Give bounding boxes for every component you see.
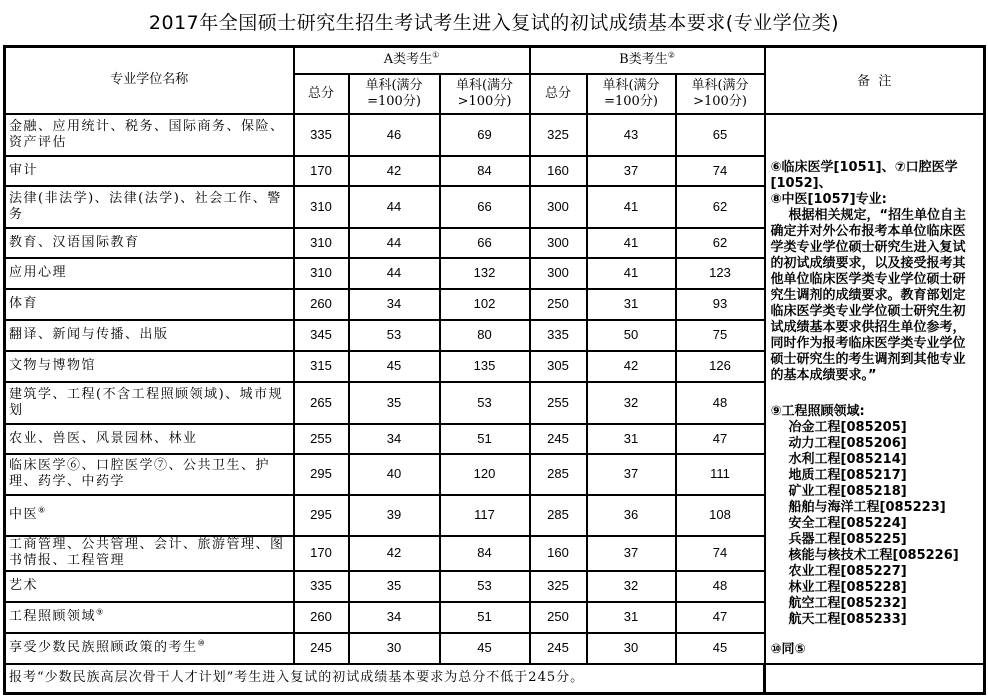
b-total: 285: [530, 495, 587, 536]
b-single-100: 36: [587, 495, 676, 536]
a-total: 260: [294, 289, 349, 320]
a-single-100: 46: [349, 114, 440, 156]
major-name: 应用心理: [5, 258, 294, 289]
b-single-100: 30: [587, 633, 676, 664]
b-total: 160: [530, 156, 587, 186]
page-title: 2017年全国硕士研究生招生考试考生进入复试的初试成绩基本要求(专业学位类): [148, 12, 840, 34]
b-total: 305: [530, 351, 587, 382]
b-single-100: 31: [587, 289, 676, 320]
a-single-100: 53: [349, 320, 440, 351]
b-single-gt100: 74: [676, 156, 765, 186]
header-group-a: A类考生①: [294, 47, 530, 74]
b-single-gt100: 62: [676, 228, 765, 258]
a-single-gt100: 120: [440, 454, 530, 495]
a-single-100: 34: [349, 289, 440, 320]
b-single-100: 43: [587, 114, 676, 156]
a-total: 315: [294, 351, 349, 382]
b-total: 245: [530, 424, 587, 454]
a-single-100: 39: [349, 495, 440, 536]
b-total: 300: [530, 258, 587, 289]
a-total: 335: [294, 114, 349, 156]
major-name: 法律(非法学)、法律(法学)、社会工作、警务: [5, 186, 294, 228]
major-name: 艺术: [5, 571, 294, 602]
a-single-100: 42: [349, 156, 440, 186]
major-name: 体育: [5, 289, 294, 320]
header-a-single-gt100: 单科(满分 >100分): [440, 74, 530, 114]
b-single-100: 41: [587, 228, 676, 258]
b-single-100: 32: [587, 382, 676, 424]
b-single-100: 37: [587, 156, 676, 186]
a-total: 170: [294, 156, 349, 186]
header-b-single-100: 单科(满分 =100分): [587, 74, 676, 114]
a-single-100: 44: [349, 186, 440, 228]
b-total: 300: [530, 228, 587, 258]
b-single-100: 37: [587, 536, 676, 571]
b-single-gt100: 48: [676, 382, 765, 424]
major-name: 文物与博物馆: [5, 351, 294, 382]
b-single-100: 37: [587, 454, 676, 495]
b-single-gt100: 47: [676, 602, 765, 633]
a-single-100: 34: [349, 602, 440, 633]
b-single-100: 50: [587, 320, 676, 351]
b-single-gt100: 126: [676, 351, 765, 382]
header-b-total: 总分: [530, 74, 587, 114]
b-single-100: 32: [587, 571, 676, 602]
major-name: 审计: [5, 156, 294, 186]
b-total: 245: [530, 633, 587, 664]
b-single-100: 31: [587, 424, 676, 454]
footer-notes-empty: [765, 664, 985, 694]
a-total: 310: [294, 258, 349, 289]
a-single-gt100: 45: [440, 633, 530, 664]
b-single-gt100: 65: [676, 114, 765, 156]
footer-note: 报考“少数民族高层次骨干人才计划”考生进入复试的初试成绩基本要求为总分不低于245分。: [5, 664, 765, 694]
b-total: 250: [530, 602, 587, 633]
a-single-gt100: 84: [440, 536, 530, 571]
a-single-gt100: 117: [440, 495, 530, 536]
a-single-gt100: 69: [440, 114, 530, 156]
score-table: [3, 45, 986, 695]
b-total: 325: [530, 114, 587, 156]
a-single-100: 34: [349, 424, 440, 454]
a-total: 255: [294, 424, 349, 454]
a-single-100: 44: [349, 258, 440, 289]
major-name: 金融、应用统计、税务、国际商务、保险、资产评估: [5, 114, 294, 156]
a-single-gt100: 84: [440, 156, 530, 186]
a-single-gt100: 135: [440, 351, 530, 382]
a-single-gt100: 53: [440, 382, 530, 424]
a-single-gt100: 66: [440, 228, 530, 258]
a-total: 295: [294, 454, 349, 495]
b-total: 300: [530, 186, 587, 228]
major-name: 建筑学、工程(不含工程照顾领域)、城市规划: [5, 382, 294, 424]
a-total: 170: [294, 536, 349, 571]
footer-row: [5, 664, 985, 694]
major-name: 享受少数民族照顾政策的考生⑩: [5, 633, 294, 664]
major-name: 工商管理、公共管理、会计、旅游管理、图书情报、工程管理: [5, 536, 294, 571]
b-single-gt100: 62: [676, 186, 765, 228]
b-single-100: 41: [587, 186, 676, 228]
b-single-gt100: 47: [676, 424, 765, 454]
header-group-b: B类考生②: [530, 47, 765, 74]
a-single-100: 35: [349, 382, 440, 424]
b-single-gt100: 111: [676, 454, 765, 495]
a-single-gt100: 132: [440, 258, 530, 289]
b-total: 160: [530, 536, 587, 571]
a-total: 345: [294, 320, 349, 351]
b-total: 335: [530, 320, 587, 351]
a-single-100: 35: [349, 571, 440, 602]
a-total: 245: [294, 633, 349, 664]
a-single-gt100: 102: [440, 289, 530, 320]
a-single-gt100: 51: [440, 602, 530, 633]
a-single-gt100: 51: [440, 424, 530, 454]
note-medical: ⑥临床医学[1051]、⑦口腔医学[1052]、 ⑧中医[1057]专业: 根据相关规定，“招生单位自主确定并对外公布报考本单位临床医学类专业学位硕士研究生进入复试的初试成绩要求，以及接受报考其他单位临床医学类专业学位硕士研究生调剂的成绩要求。教育部划定临床医学类专业学位硕士研究生初试成绩基本要求供招生单位参考，同时作为报考临床医学类专业学位硕士研究生的考生调剂到其他专业的基本成绩要求。”: [770, 159, 967, 383]
header-a-total: 总分: [294, 74, 349, 114]
major-name: 翻译、新闻与传播、出版: [5, 320, 294, 351]
header-b-single-gt100: 单科(满分 >100分): [676, 74, 765, 114]
header-a-single-100: 单科(满分 =100分): [349, 74, 440, 114]
table-row: [5, 114, 985, 156]
b-single-100: 42: [587, 351, 676, 382]
b-single-100: 31: [587, 602, 676, 633]
header-major-name: 专业学位名称: [5, 47, 294, 114]
b-single-gt100: 123: [676, 258, 765, 289]
b-single-gt100: 48: [676, 571, 765, 602]
major-name: 中医⑧: [5, 495, 294, 536]
a-total: 295: [294, 495, 349, 536]
b-total: 325: [530, 571, 587, 602]
a-single-gt100: 80: [440, 320, 530, 351]
a-total: 310: [294, 186, 349, 228]
a-single-100: 30: [349, 633, 440, 664]
a-total: 260: [294, 602, 349, 633]
note-engineering: ⑨工程照顾领域: 冶金工程[085205] 动力工程[085206] 水利工程[085214] 地质工程[085217] 矿业工程[085218] 船舶与海洋工程[085223] 安全工程[085224] 兵器工程[085225] 核能与核技术工程[085226] 农业工程[085227] 林业工程[085228] 航空工程[085232] 航天工程[085233]: [770, 403, 959, 627]
b-single-gt100: 93: [676, 289, 765, 320]
a-total: 265: [294, 382, 349, 424]
b-total: 255: [530, 382, 587, 424]
a-single-100: 40: [349, 454, 440, 495]
header-notes: 备 注: [765, 47, 985, 114]
major-name: 临床医学⑥、口腔医学⑦、公共卫生、护理、药学、中药学: [5, 454, 294, 495]
b-total: 250: [530, 289, 587, 320]
b-total: 285: [530, 454, 587, 495]
b-single-gt100: 108: [676, 495, 765, 536]
b-single-gt100: 74: [676, 536, 765, 571]
b-single-gt100: 45: [676, 633, 765, 664]
major-name: 工程照顾领域⑨: [5, 602, 294, 633]
a-single-gt100: 66: [440, 186, 530, 228]
major-name: 农业、兽医、风景园林、林业: [5, 424, 294, 454]
a-total: 335: [294, 571, 349, 602]
a-single-gt100: 53: [440, 571, 530, 602]
b-single-gt100: 75: [676, 320, 765, 351]
a-single-100: 45: [349, 351, 440, 382]
major-name: 教育、汉语国际教育: [5, 228, 294, 258]
a-single-100: 44: [349, 228, 440, 258]
note-minority: ⑩同⑤: [770, 641, 806, 657]
b-single-100: 41: [587, 258, 676, 289]
a-single-100: 42: [349, 536, 440, 571]
a-total: 310: [294, 228, 349, 258]
notes-cell: [765, 114, 985, 664]
